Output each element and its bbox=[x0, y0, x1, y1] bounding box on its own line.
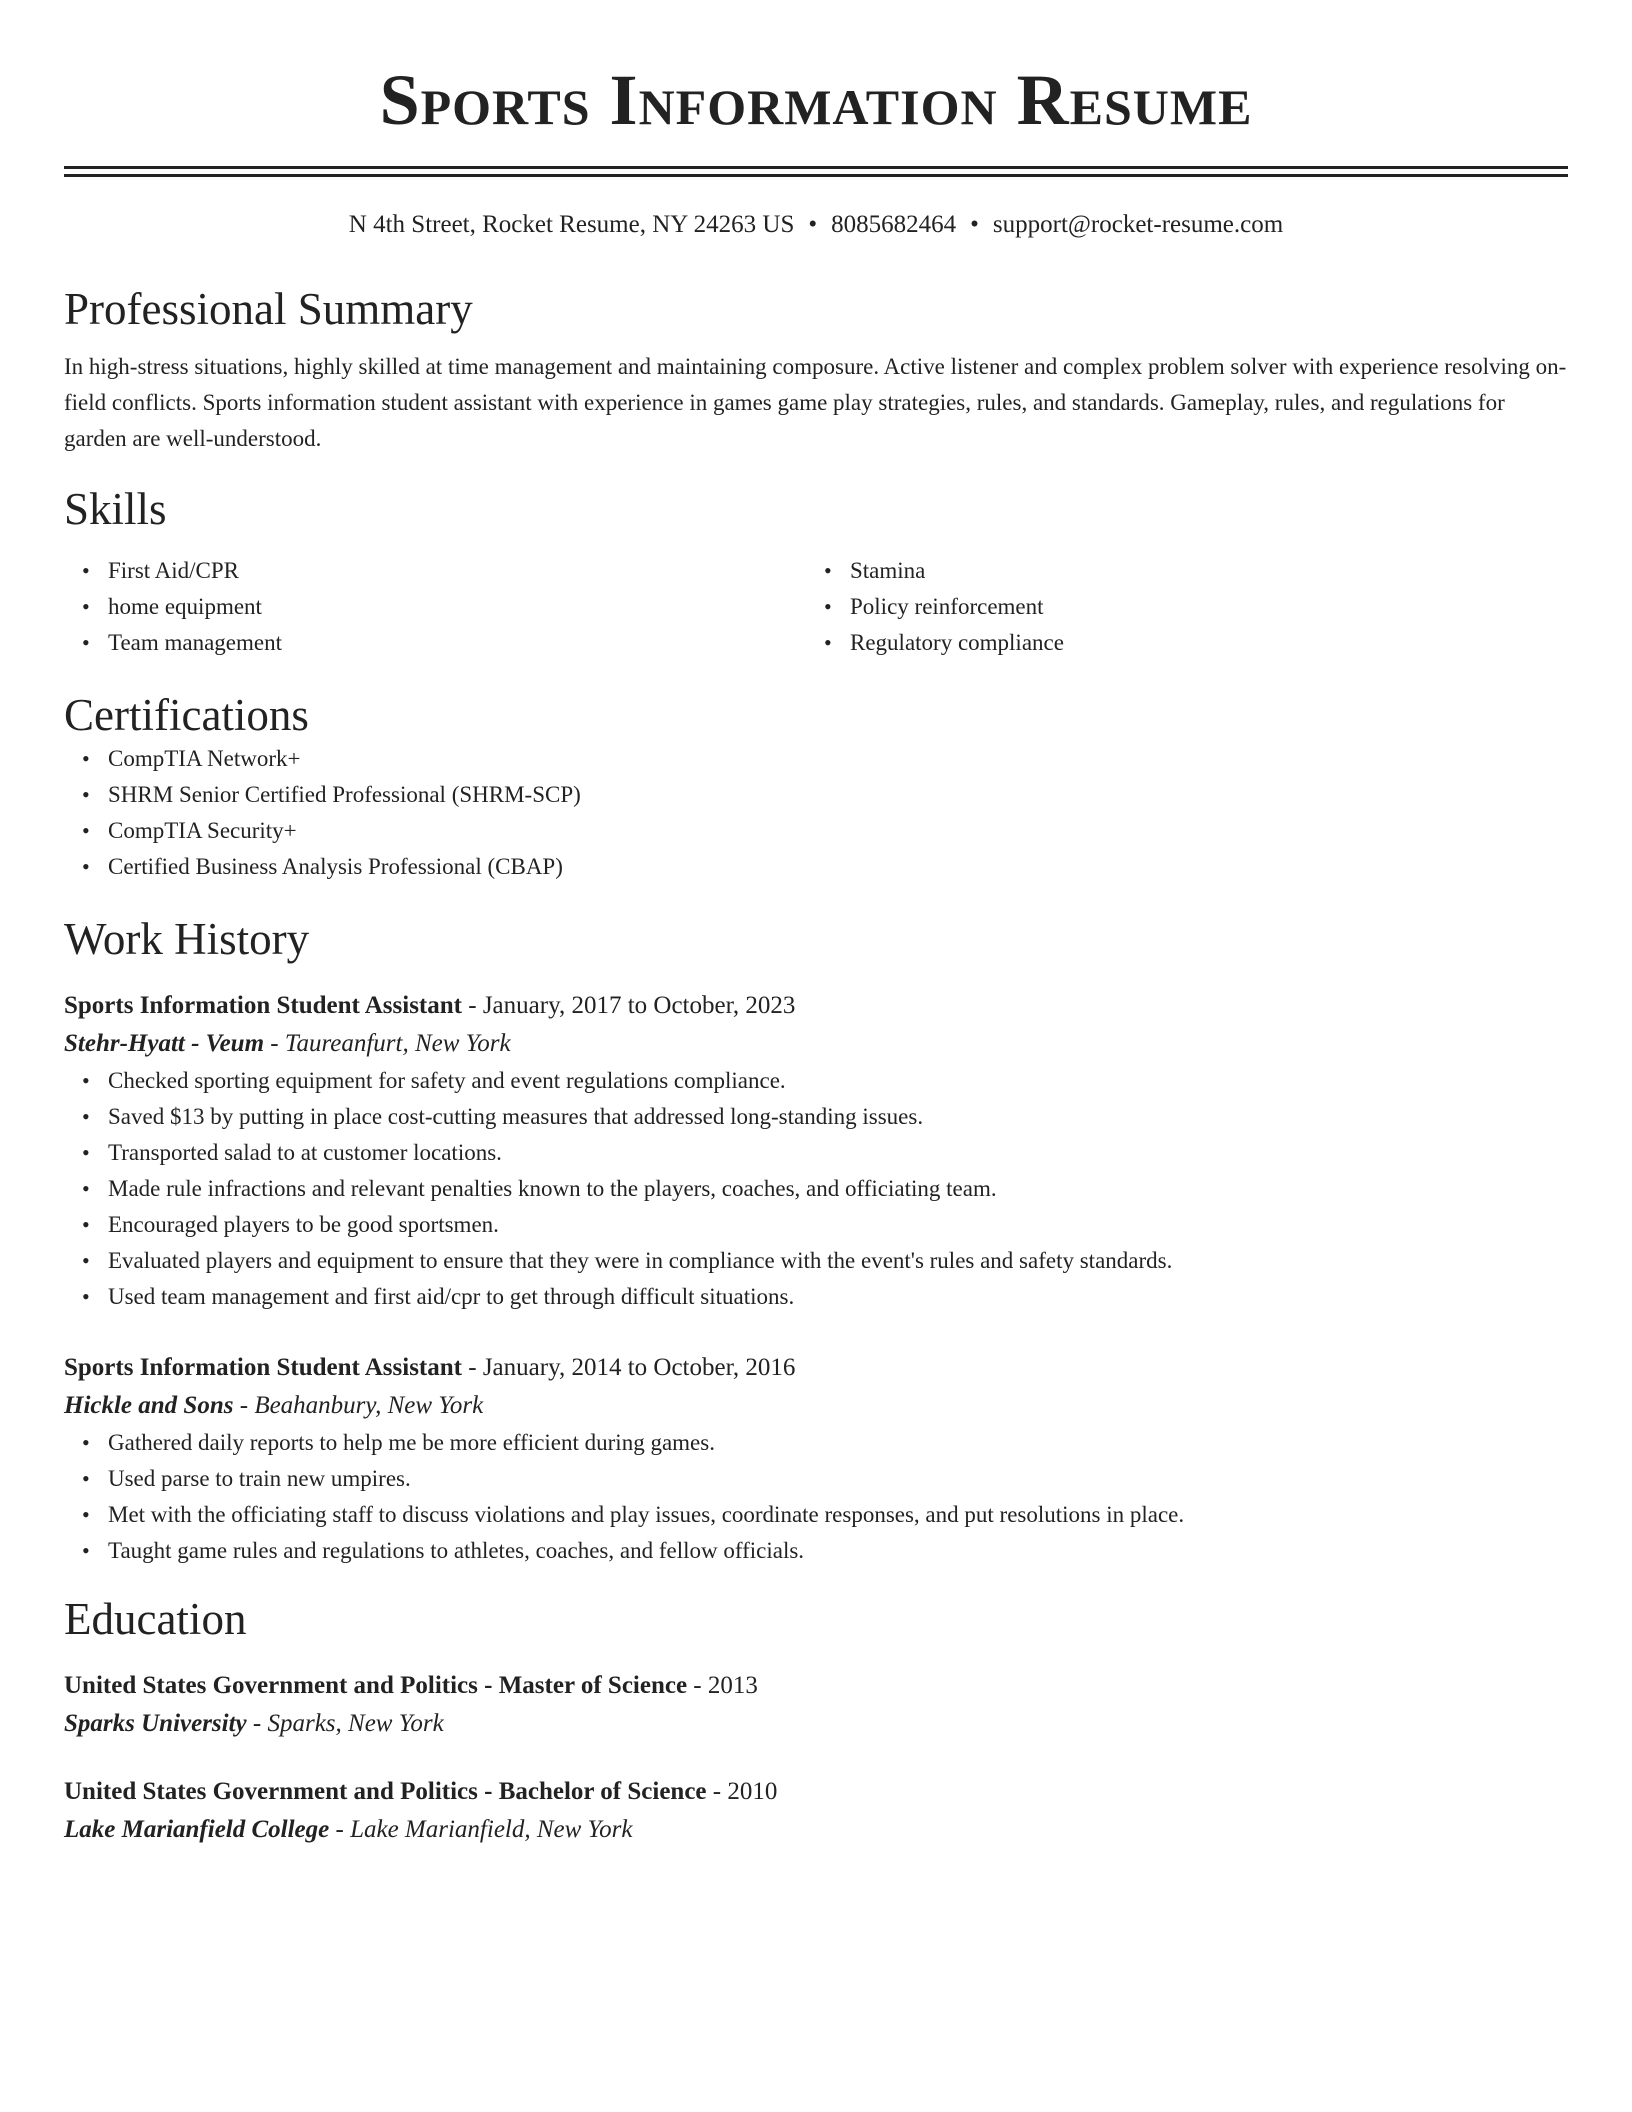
school-name: Sparks University bbox=[64, 1710, 247, 1737]
skill-item: • First Aid/CPR bbox=[108, 553, 806, 589]
skill-item: • Regulatory compliance bbox=[850, 625, 1548, 661]
skills-list-right bbox=[806, 553, 1548, 661]
school-location: Lake Marianfield, New York bbox=[350, 1816, 633, 1843]
job-duty-item: • Gathered daily reports to help me be more efficient during games. bbox=[108, 1425, 1568, 1461]
job-duty-item: • Used parse to train new umpires. bbox=[108, 1461, 1568, 1497]
skills-list-left bbox=[64, 553, 806, 661]
summary-heading: Professional Summary bbox=[64, 284, 473, 334]
skill-item: • Team management bbox=[108, 625, 806, 661]
title-divider bbox=[64, 166, 1568, 177]
job-duty-item: • Met with the officiating staff to discuss violations and play issues, coordinate responses, and put resolutions in place. bbox=[108, 1497, 1568, 1533]
degree-name: United States Government and Politics - Master of Science bbox=[64, 1672, 688, 1699]
contact-phone: 8085682464 bbox=[831, 211, 957, 238]
job-duty-item: • Encouraged players to be good sportsmen. bbox=[108, 1207, 1568, 1243]
education-heading: Education bbox=[64, 1594, 247, 1644]
job-duty-item: • Made rule infractions and relevant penalties known to the players, coaches, and officiating team. bbox=[108, 1171, 1568, 1207]
skills-column-left bbox=[64, 553, 806, 661]
education-entry bbox=[64, 1667, 1568, 1743]
job-title-line: Sports Information Student Assistant - January, 2014 to October, 2016 bbox=[64, 1354, 796, 1381]
job-duty-item: • Taught game rules and regulations to athletes, coaches, and fellow officials. bbox=[108, 1533, 1568, 1569]
skill-item: • home equipment bbox=[108, 589, 806, 625]
job-dates: January, 2017 to October, 2023 bbox=[482, 992, 796, 1019]
job-title-line: Sports Information Student Assistant - January, 2017 to October, 2023 bbox=[64, 992, 796, 1019]
work-history-heading: Work History bbox=[64, 914, 310, 964]
job-duty-item: • Transported salad to at customer locations. bbox=[108, 1135, 1568, 1171]
job-entry bbox=[64, 987, 1568, 1315]
job-location: Taureanfurt, New York bbox=[284, 1030, 511, 1057]
degree-line: United States Government and Politics - Master of Science - 2013 bbox=[64, 1672, 758, 1699]
job-duties-list bbox=[64, 1425, 1568, 1569]
degree-year: 2013 bbox=[707, 1672, 758, 1699]
education-entry bbox=[64, 1773, 1568, 1849]
resume-title: Sports Information Resume bbox=[379, 60, 1253, 140]
job-duties-list bbox=[64, 1063, 1568, 1315]
degree-name: United States Government and Politics - Bachelor of Science bbox=[64, 1778, 707, 1805]
school-line: Sparks University - Sparks, New York bbox=[64, 1710, 444, 1737]
skill-item: • Policy reinforcement bbox=[850, 589, 1548, 625]
skills-grid bbox=[64, 553, 1568, 661]
school-name: Lake Marianfield College bbox=[64, 1816, 330, 1843]
job-duty-item: • Checked sporting equipment for safety and event regulations compliance. bbox=[108, 1063, 1568, 1099]
job-title: Sports Information Student Assistant bbox=[64, 1354, 462, 1381]
certification-item: • Certified Business Analysis Professional (CBAP) bbox=[108, 849, 1568, 885]
summary-text: In high-stress situations, highly skilled at time management and maintaining composure. Active listener and complex problem solver with experience resolving on-field conflicts. Sports information student assistant with experience in games game play strategies, rules, and standards. Gameplay, rules, and regulations for garden are well-understood. bbox=[64, 354, 1567, 451]
contact-separator: • bbox=[808, 211, 818, 238]
skills-heading: Skills bbox=[64, 484, 167, 534]
job-entry bbox=[64, 1349, 1568, 1569]
job-duty-item: • Evaluated players and equipment to ensure that they were in compliance with the event's rules and safety standards. bbox=[108, 1243, 1568, 1279]
school-location: Sparks, New York bbox=[267, 1710, 444, 1737]
job-duty-item: • Used team management and first aid/cpr to get through difficult situations. bbox=[108, 1279, 1568, 1315]
contact-separator: • bbox=[970, 211, 979, 238]
skill-item: • Stamina bbox=[850, 553, 1548, 589]
job-company: Hickle and Sons bbox=[64, 1392, 234, 1419]
certification-item: • CompTIA Network+ bbox=[108, 741, 1568, 777]
job-company: Stehr-Hyatt - Veum bbox=[64, 1030, 265, 1057]
contact-address: N 4th Street, Rocket Resume, NY 24263 US bbox=[348, 211, 795, 238]
job-location: Beahanbury, New York bbox=[254, 1392, 484, 1419]
job-company-line: Hickle and Sons - Beahanbury, New York bbox=[64, 1392, 484, 1419]
degree-line: United States Government and Politics - Bachelor of Science - 2010 bbox=[64, 1778, 778, 1805]
certification-item: • SHRM Senior Certified Professional (SHRM-SCP) bbox=[108, 777, 1568, 813]
job-title: Sports Information Student Assistant bbox=[64, 992, 462, 1019]
skills-column-right bbox=[806, 553, 1548, 661]
contact-line bbox=[64, 209, 1568, 241]
certifications-list bbox=[64, 741, 1568, 885]
certifications-heading: Certifications bbox=[64, 690, 309, 740]
school-line: Lake Marianfield College - Lake Marianfield, New York bbox=[64, 1816, 633, 1843]
contact-email: support@rocket-resume.com bbox=[992, 211, 1284, 238]
job-duty-item: • Saved $13 by putting in place cost-cutting measures that addressed long-standing issues. bbox=[108, 1099, 1568, 1135]
job-dates: January, 2014 to October, 2016 bbox=[482, 1354, 796, 1381]
certification-item: • CompTIA Security+ bbox=[108, 813, 1568, 849]
job-company-line: Stehr-Hyatt - Veum - Taureanfurt, New York bbox=[64, 1030, 511, 1057]
degree-year: 2010 bbox=[727, 1778, 778, 1805]
